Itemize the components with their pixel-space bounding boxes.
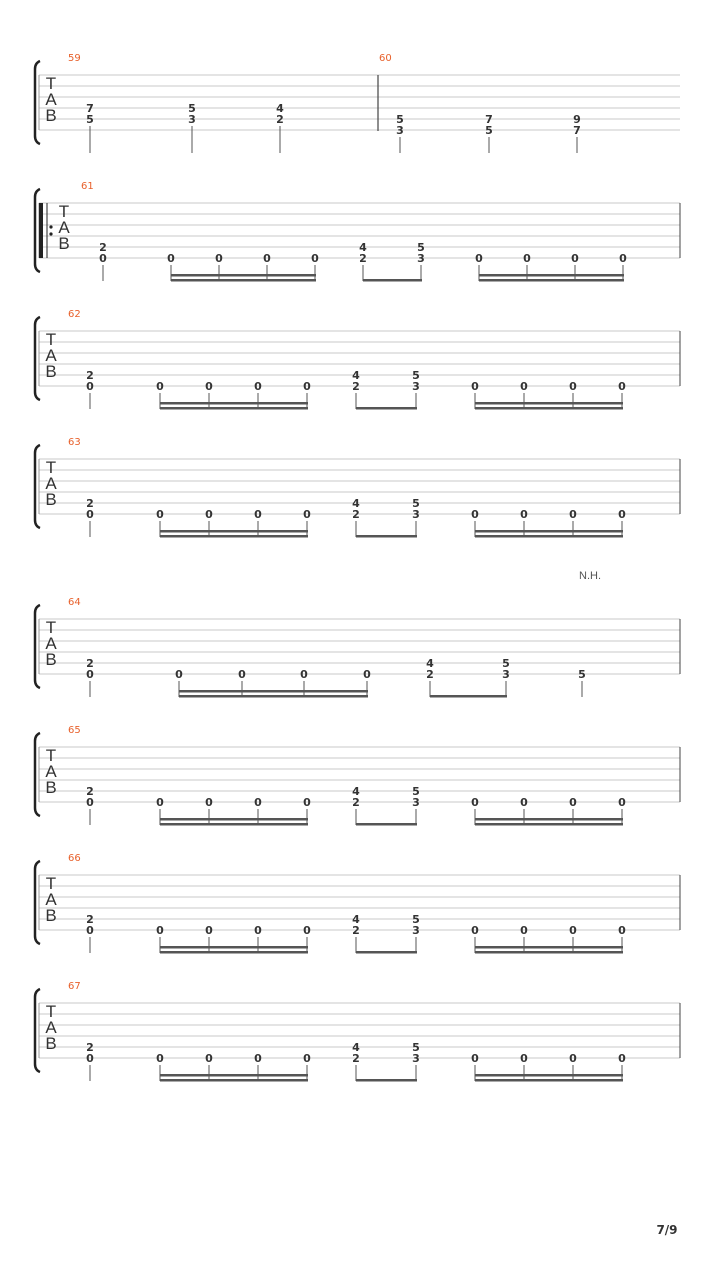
tab-clef-letter: A xyxy=(45,634,57,653)
measure-number: 64 xyxy=(68,597,81,608)
fret-number: 5 xyxy=(417,241,425,254)
tab-clef-letter: T xyxy=(45,874,57,893)
fret-number: 0 xyxy=(569,380,577,393)
fret-number: 0 xyxy=(86,668,94,681)
repeat-dot xyxy=(49,225,52,228)
fret-number: 2 xyxy=(352,1052,360,1065)
tab-clef-letter: T xyxy=(45,1002,57,1021)
fret-number: 3 xyxy=(412,380,420,393)
fret-number: 9 xyxy=(573,113,581,126)
fret-number: 0 xyxy=(215,252,223,265)
note-beam xyxy=(475,1074,623,1077)
fret-number: 7 xyxy=(485,113,493,126)
tab-clef-letter: B xyxy=(45,778,57,797)
tab-clef-letter: B xyxy=(45,490,57,509)
fret-number: 2 xyxy=(352,924,360,937)
note-beam xyxy=(475,402,623,405)
fret-number: 2 xyxy=(86,1041,94,1054)
fret-number: 0 xyxy=(254,924,262,937)
fret-number: 3 xyxy=(412,1052,420,1065)
note-beam xyxy=(356,1079,417,1082)
fret-number: 5 xyxy=(502,657,510,670)
fret-number: 2 xyxy=(426,668,434,681)
fret-number: 0 xyxy=(254,508,262,521)
fret-number: 0 xyxy=(475,252,483,265)
repeat-dot xyxy=(49,232,52,235)
note-beam xyxy=(475,407,623,410)
fret-number: 0 xyxy=(471,796,479,809)
fret-number: 0 xyxy=(520,796,528,809)
fret-number: 2 xyxy=(352,380,360,393)
fret-number: 2 xyxy=(352,796,360,809)
measure-number: 62 xyxy=(68,309,81,320)
fret-number: 0 xyxy=(311,252,319,265)
tab-clef-letter: B xyxy=(45,106,57,125)
measure-number: 65 xyxy=(68,725,81,736)
fret-number: 0 xyxy=(156,508,164,521)
fret-number: 0 xyxy=(363,668,371,681)
fret-number: 3 xyxy=(396,124,404,137)
note-beam xyxy=(475,535,623,538)
measure-number: 61 xyxy=(81,181,94,192)
note-beam xyxy=(160,530,308,533)
fret-number: 4 xyxy=(359,241,367,254)
fret-number: 0 xyxy=(86,796,94,809)
note-beam xyxy=(171,274,316,277)
note-beam xyxy=(475,1079,623,1082)
fret-number: 0 xyxy=(520,924,528,937)
fret-number: 0 xyxy=(569,508,577,521)
note-beam xyxy=(160,818,308,821)
measure-number: 60 xyxy=(379,53,392,64)
tab-clef-letter: B xyxy=(45,362,57,381)
note-beam xyxy=(479,279,624,282)
tab-clef-letter: T xyxy=(45,74,57,93)
tab-clef-letter: A xyxy=(45,762,57,781)
fret-number: 7 xyxy=(86,102,94,115)
fret-number: 0 xyxy=(86,508,94,521)
fret-number: 3 xyxy=(188,113,196,126)
tab-clef-letter: B xyxy=(45,1034,57,1053)
fret-number: 3 xyxy=(502,668,510,681)
note-beam xyxy=(475,951,623,954)
measure-number: 66 xyxy=(68,853,81,864)
fret-number: 5 xyxy=(485,124,493,137)
fret-number: 4 xyxy=(352,913,360,926)
note-beam xyxy=(160,1074,308,1077)
measure-number: 59 xyxy=(68,53,81,64)
tab-clef-letter: T xyxy=(45,330,57,349)
note-beam xyxy=(356,407,417,410)
note-beam xyxy=(179,695,368,698)
fret-number: 0 xyxy=(238,668,246,681)
fret-number: 0 xyxy=(86,1052,94,1065)
tab-clef-letter: B xyxy=(45,906,57,925)
tab-clef-letter: A xyxy=(45,90,57,109)
fret-number: 0 xyxy=(156,796,164,809)
note-beam xyxy=(179,690,368,693)
note-beam xyxy=(363,279,422,282)
fret-number: 0 xyxy=(303,508,311,521)
fret-number: 0 xyxy=(156,924,164,937)
tab-clef-letter: B xyxy=(58,234,70,253)
fret-number: 0 xyxy=(205,380,213,393)
tab-clef-letter: A xyxy=(45,890,57,909)
fret-number: 5 xyxy=(86,113,94,126)
fret-number: 0 xyxy=(619,252,627,265)
fret-number: 0 xyxy=(205,796,213,809)
fret-number: 4 xyxy=(352,369,360,382)
fret-number: 4 xyxy=(352,1041,360,1054)
note-beam xyxy=(475,823,623,826)
fret-number: 5 xyxy=(412,497,420,510)
fret-number: 5 xyxy=(396,113,404,126)
fret-number: 0 xyxy=(300,668,308,681)
page-number: 7/9 xyxy=(656,1223,678,1237)
tab-clef-letter: B xyxy=(45,650,57,669)
fret-number: 3 xyxy=(412,796,420,809)
note-beam xyxy=(160,951,308,954)
tab-clef-letter: T xyxy=(45,618,57,637)
fret-number: 0 xyxy=(303,924,311,937)
fret-number: 0 xyxy=(205,924,213,937)
note-beam xyxy=(475,946,623,949)
fret-number: 0 xyxy=(569,924,577,937)
tab-clef-letter: T xyxy=(45,746,57,765)
fret-number: 0 xyxy=(618,796,626,809)
fret-number: 0 xyxy=(205,508,213,521)
fret-number: 2 xyxy=(359,252,367,265)
fret-number: 0 xyxy=(520,380,528,393)
fret-number: 0 xyxy=(471,1052,479,1065)
fret-number: 0 xyxy=(520,1052,528,1065)
fret-number: 5 xyxy=(412,785,420,798)
measure-number: 67 xyxy=(68,981,81,992)
repeat-thick-bar xyxy=(39,203,43,258)
fret-number: 3 xyxy=(412,508,420,521)
fret-number: 2 xyxy=(86,913,94,926)
note-beam xyxy=(160,407,308,410)
tab-clef-letter: A xyxy=(58,218,70,237)
fret-number: 0 xyxy=(175,668,183,681)
fret-number: 2 xyxy=(276,113,284,126)
note-beam xyxy=(356,823,417,826)
note-beam xyxy=(479,274,624,277)
fret-number: 2 xyxy=(352,508,360,521)
fret-number: 5 xyxy=(412,913,420,926)
tab-clef-letter: A xyxy=(45,1018,57,1037)
note-beam xyxy=(160,946,308,949)
natural-harmonic-label: N.H. xyxy=(579,570,601,582)
fret-number: 5 xyxy=(578,668,586,681)
fret-number: 0 xyxy=(569,1052,577,1065)
fret-number: 0 xyxy=(254,1052,262,1065)
fret-number: 5 xyxy=(412,1041,420,1054)
fret-number: 0 xyxy=(303,1052,311,1065)
note-beam xyxy=(356,951,417,954)
fret-number: 0 xyxy=(263,252,271,265)
fret-number: 3 xyxy=(412,924,420,937)
measure-number: 63 xyxy=(68,437,81,448)
note-beam xyxy=(356,535,417,538)
fret-number: 0 xyxy=(254,796,262,809)
fret-number: 4 xyxy=(426,657,434,670)
fret-number: 0 xyxy=(471,924,479,937)
fret-number: 4 xyxy=(352,785,360,798)
fret-number: 0 xyxy=(471,380,479,393)
note-beam xyxy=(160,402,308,405)
fret-number: 0 xyxy=(618,508,626,521)
fret-number: 0 xyxy=(523,252,531,265)
fret-number: 0 xyxy=(156,1052,164,1065)
fret-number: 0 xyxy=(618,924,626,937)
fret-number: 4 xyxy=(276,102,284,115)
fret-number: 0 xyxy=(618,380,626,393)
fret-number: 2 xyxy=(86,497,94,510)
fret-number: 0 xyxy=(205,1052,213,1065)
note-beam xyxy=(171,279,316,282)
note-beam xyxy=(160,823,308,826)
fret-number: 7 xyxy=(573,124,581,137)
note-beam xyxy=(430,695,507,698)
tab-clef-letter: A xyxy=(45,346,57,365)
fret-number: 0 xyxy=(86,380,94,393)
fret-number: 5 xyxy=(412,369,420,382)
fret-number: 3 xyxy=(417,252,425,265)
fret-number: 0 xyxy=(569,796,577,809)
tab-clef-letter: T xyxy=(58,202,70,221)
fret-number: 5 xyxy=(188,102,196,115)
fret-number: 0 xyxy=(618,1052,626,1065)
fret-number: 0 xyxy=(471,508,479,521)
fret-number: 0 xyxy=(254,380,262,393)
note-beam xyxy=(475,818,623,821)
note-beam xyxy=(475,530,623,533)
fret-number: 2 xyxy=(86,785,94,798)
fret-number: 2 xyxy=(86,657,94,670)
fret-number: 0 xyxy=(571,252,579,265)
fret-number: 0 xyxy=(99,252,107,265)
fret-number: 0 xyxy=(167,252,175,265)
note-beam xyxy=(160,535,308,538)
fret-number: 0 xyxy=(303,796,311,809)
fret-number: 0 xyxy=(156,380,164,393)
tab-clef-letter: A xyxy=(45,474,57,493)
fret-number: 2 xyxy=(86,369,94,382)
note-beam xyxy=(160,1079,308,1082)
fret-number: 0 xyxy=(303,380,311,393)
fret-number: 0 xyxy=(520,508,528,521)
tab-clef-letter: T xyxy=(45,458,57,477)
fret-number: 0 xyxy=(86,924,94,937)
fret-number: 2 xyxy=(99,241,107,254)
fret-number: 4 xyxy=(352,497,360,510)
